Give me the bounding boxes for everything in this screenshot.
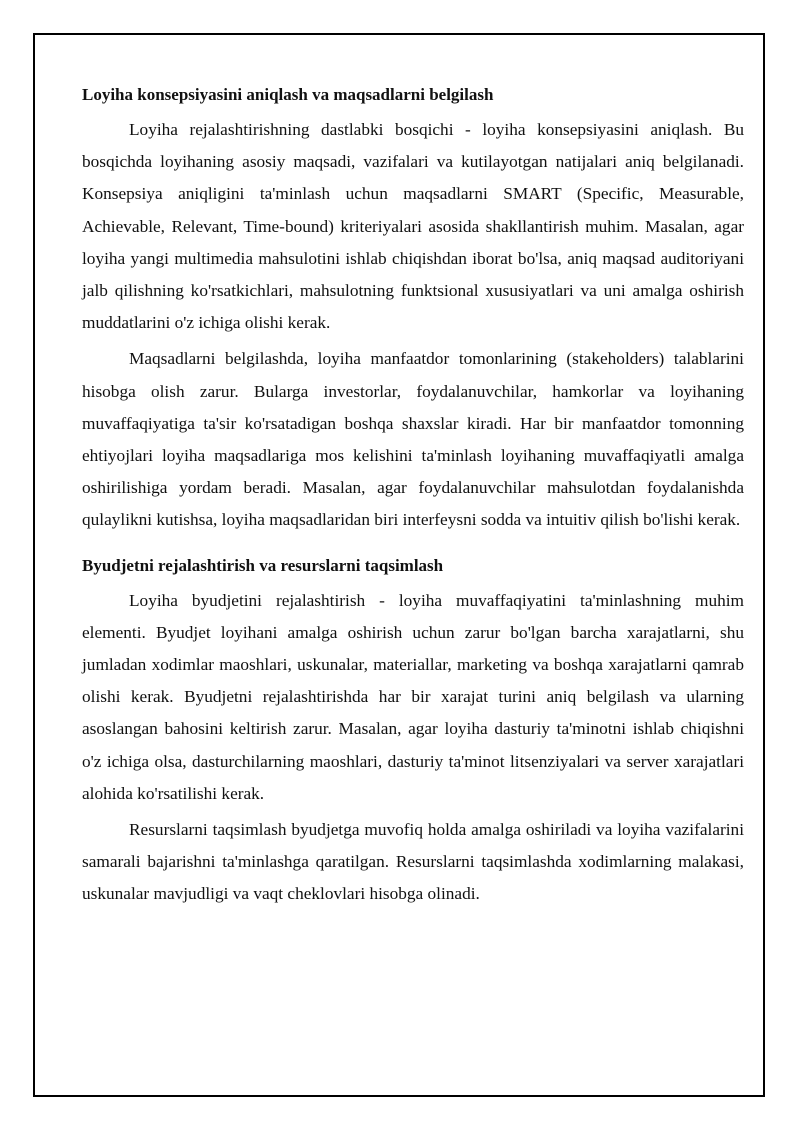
section-heading-budget: Byudjetni rejalashtirish va resurslarni taqsimlash [82,555,444,575]
paragraph-concept-2: Maqsadlarni belgilashda, loyiha manfaatdor tomonlarining (stakeholders) talablarini hisobga olish zarur. Bularga investorlar, foydalanuvchilar, hamkorlar va loyihaning muvaffaqiyatiga ta'sir ko'rsatadigan boshqa shaxslar kiradi. Har bir manfaatdor tomonning ehtiyojlari loyiha maqsadlariga mos kelishini ta'minlash loyihaning muvaffaqiyatli amalga oshirilishiga yordam beradi. Masalan, agar foydalanuvchilar mahsulotdan foydalanishda qulaylikni kutishsa, loyiha maqsadlaridan biri interfeysni sodda va intuitiv qilish bo'lishi kerak. [82,349,744,530]
document-body [82,84,744,911]
paragraph-budget-1: Loyiha byudjetini rejalashtirish - loyiha muvaffaqiyatini ta'minlashning muhim elementi. Byudjet loyihani amalga oshirish uchun zarur bo'lgan barcha xarajatlarni, shu jumladan xodimlar maoshlari, uskunalar, materiallar, marketing va boshqa xarajatlarni qamrab olishi kerak. Byudjetni rejalashtirishda har bir xarajat turini aniq belgilash va ularning asoslangan bahosini keltirish zarur. Masalan, agar loyiha dasturiy ta'minotni ishlab chiqishni o'z ichiga olsa, dasturchilarning maoshlari, dasturiy ta'minot litsenziyalari va server xarajatlari alohida ko'rsatilishi kerak. [82,590,744,803]
paragraph-budget-2: Resurslarni taqsimlash byudjetga muvofiq holda amalga oshiriladi va loyiha vazifalarini samarali bajarishni ta'minlashga qaratilgan. Resurslarni taqsimlashda xodimlarning malakasi, uskunalar mavjudligi va vaqt cheklovlari hisobga olinadi. [82,820,744,904]
section-heading-concept: Loyiha konsepsiyasini aniqlash va maqsadlarni belgilash [82,85,494,104]
paragraph-concept-1: Loyiha rejalashtirishning dastlabki bosqichi - loyiha konsepsiyasini aniqlash. Bu bosqichda loyihaning asosiy maqsadi, vazifalari va kutilayotgan natijalari aniq belgilanadi. Konsepsiya aniqligini ta'minlash uchun maqsadlarni SMART (Specific, Measurable, Achievable, Relevant, Time-bound) kriteriyalari asosida shakllantirish muhim. Masalan, agar loyiha yangi multimedia mahsulotini ishlab chiqishdan iborat bo'lsa, aniq maqsad auditoriyani jalb qilishning ko'rsatkichlari, mahsulotning funktsional xususiyatlari va uni amalga oshirish muddatlarini o'z ichiga olishi kerak. [82,120,744,333]
